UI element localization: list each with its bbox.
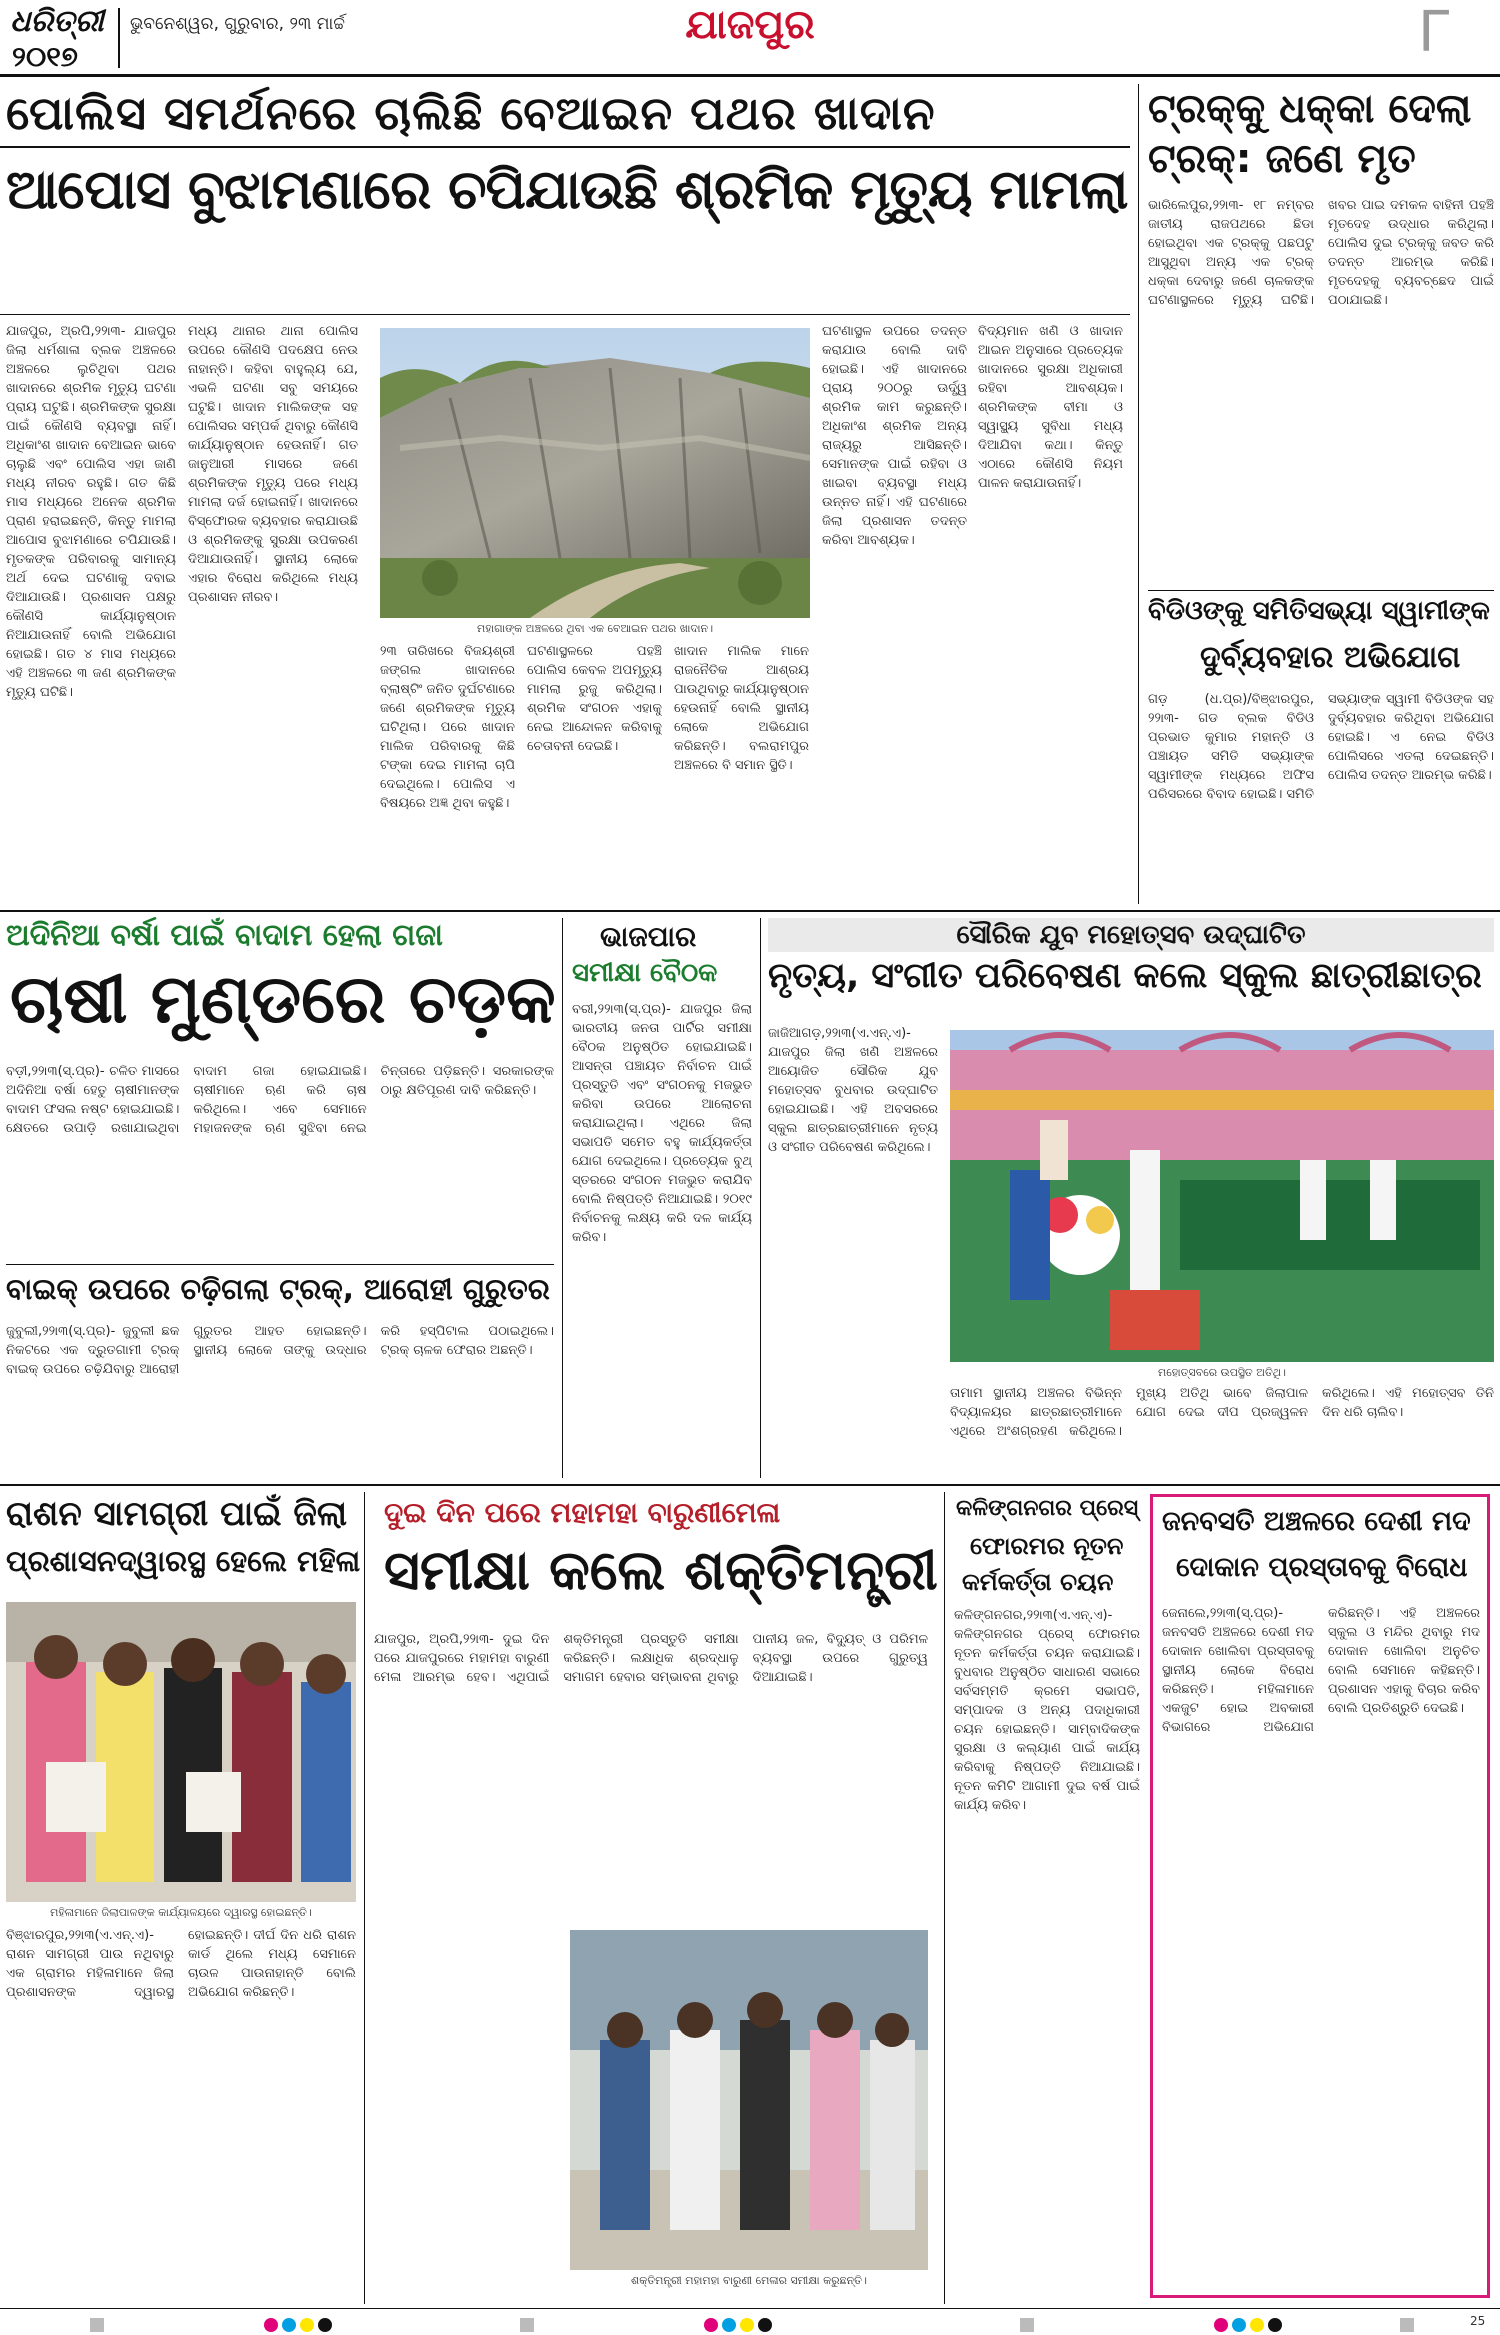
farmer-kicker: ଅଦିନିଆ ବର୍ଷା ପାଇଁ ବାଦାମ ହେଲା ଗଜା <box>6 918 443 953</box>
year: ୨୦୧୭ <box>12 40 78 73</box>
festival-kicker: ସୌରିକ ଯୁବ ମହୋତ୍ସବ ଉଦ୍‌ଘାଟିତ <box>956 920 1306 950</box>
dateline: ଭୁବନେଶ୍ୱର, ଗୁରୁବାର, ୨୩ ମାର୍ଚ୍ଚ <box>130 14 346 34</box>
bjp-story-body: ବରୀ,୨୨ା୩(ସ୍.ପ୍ର)- ଯାଜପୁର ଜିଲା ଭାରତୀୟ ଜନତା ପାର୍ଟିର ସମୀକ୍ଷା ବୈଠକ ଅନୁଷ୍ଠିତ ହୋଇଯାଇଛି। ଆସନ୍ତା ପଞ୍ଚାୟତ ନିର୍ବାଚନ ପାଇଁ ପ୍ରସ୍ତୁତି ଏବଂ ସଂଗଠନକୁ ମଜଭୁତ କରିବା ଉପରେ ଆଲୋଚନା କରାଯାଇଥିଲା। ଏଥିରେ ଜିଲା ସଭାପତି ସମେତ ବହୁ କାର୍ଯ୍ୟକର୍ତ୍ତା ଯୋଗ ଦେଇଥିଲେ। ପ୍ରତ୍ୟେକ ବୁଥ୍ ସ୍ତରରେ ସଂଗଠନ ମଜଭୁତ କରାଯିବ ବୋଲି ନିଷ୍ପତ୍ତି ନିଆଯାଇଛି। ୨୦୧୯ ନିର୍ବାଚନକୁ ଲକ୍ଷ୍ୟ କରି ଦଳ କାର୍ଯ୍ୟ କରିବ। <box>572 1002 752 1245</box>
bjp-headline-1: ଭାଜପାର <box>600 920 697 953</box>
festival-story-body: ଜାଜିଆଗଡ଼,୨୨ା୩(ଏ.ଏନ୍.ଏ)- ଯାଜପୁର ଜିଲା ଖଣି ଅଞ୍ଚଳରେ ଆୟୋଜିତ ସୌରିକ ଯୁବ ମହୋତ୍ସବ ବୁଧବାର ଉଦ୍‌ଘାଟିତ ହୋଇଯାଇଛି। ଏହି ଅବସରରେ ସ୍କୁଲ ଛାତ୍ରଛାତ୍ରୀମାନେ ନୃତ୍ୟ ଓ ସଂଗୀତ ପରିବେଷଣ କରିଥିଲେ। <box>768 1026 938 1155</box>
press-headline-2: ଫୋରମର ନୂତନ <box>970 1532 1124 1560</box>
festival-photo-caption: ମହୋତ୍ସବରେ ଉପସ୍ଥିତ ଅତିଥି। <box>1158 1366 1286 1379</box>
festival-kicker-band <box>768 918 1494 952</box>
truck-headline-1: ଟ୍ରକ୍‌କୁ ଧକ୍କା ଦେଲା <box>1148 86 1472 132</box>
lead-under-photo-2: ଘଟଣାସ୍ଥଳରେ ପହଞ୍ଚି ପୋଲିସ କେବଳ ଅପମୃତ୍ୟୁ ମାମଲା ରୁଜୁ କରିଥିଲା। ଶ୍ରମିକ ସଂଗଠନ ଏହାକୁ ନେଇ ଆନ୍ଦୋଳନ କରିବାକୁ ଚେତାବନୀ ଦେଇଛି। <box>527 644 662 754</box>
ration-photo-caption: ମହିଳାମାନେ ଜିଲାପାଳଙ୍କ କାର୍ଯ୍ୟାଳୟରେ ଦ୍ୱାରସ୍ଥ ହୋଇଛନ୍ତି। <box>50 1906 312 1919</box>
lead-column-4: ବିଦ୍ୟମାନ ଖଣି ଓ ଖାଦାନ ଆଇନ ଅନୁସାରେ ପ୍ରତ୍ୟେକ ଖାଦାନରେ ସୁରକ୍ଷା ଅଧିକାରୀ ରହିବା ଆବଶ୍ୟକ। ଶ୍ରମିକଙ୍କ ବୀମା ଓ ସ୍ୱାସ୍ଥ୍ୟ ସୁବିଧା ମଧ୍ୟ ଦିଆଯିବା କଥା। କିନ୍ତୁ ଏଠାରେ କୌଣସି ନିୟମ ପାଳନ କରାଯାଉନାହିଁ। <box>978 324 1123 491</box>
baruni-photo-caption: ଶକ୍ତିମନ୍ତ୍ରୀ ମହାମହା ବାରୁଣୀ ମେଳାର ସମୀକ୍ଷା କରୁଛନ୍ତି। <box>631 2274 867 2287</box>
bike-story-body: ଜୁବୁଲୀ,୨୨ା୩(ସ୍.ପ୍ର)- ଜୁବୁଲୀ ଛକ ନିକଟରେ ଏକ ଦ୍ରୁତଗାମୀ ଟ୍ରକ୍ ବାଇକ୍ ଉପରେ ଚଢ଼ିଯିବାରୁ ଆରୋହୀ ଗୁରୁତର ଆହତ ହୋଇଛନ୍ତି। ସ୍ଥାନୀୟ ଲୋକେ ତାଙ୍କୁ ଉଦ୍ଧାର କରି ହସ୍ପିଟାଲ ପଠାଇଥିଲେ। ଟ୍ରକ୍ ଚାଳକ ଫେରାର ଅଛନ୍ତି। <box>6 1324 554 1377</box>
bdo-headline-2: ଦୁର୍ବ୍ୟବହାର ଅଭିଯୋଗ <box>1200 640 1461 675</box>
lead-under-photo-1: ୨୩ ତାରିଖରେ ବିଜୟଶ୍ରୀ ଜଙ୍ଗଲ ଖାଦାନରେ ବ୍ଲାଷ୍ଟିଂ ଜନିତ ଦୁର୍ଘଟଣାରେ ଜଣେ ଶ୍ରମିକଙ୍କ ମୃତ୍ୟୁ ଘଟିଥିଲା। ପରେ ଖାଦାନ ମାଲିକ ପରିବାରକୁ କିଛି ଟଙ୍କା ଦେଇ ମାମଲା ଚାପି ଦେଇଥିଲେ। ପୋଲିସ ଏ ବିଷୟରେ ଅଜ୍ଞ ଥିବା କହୁଛି। <box>380 644 515 811</box>
press-story-body: କଳିଙ୍ଗନଗର,୨୨ା୩(ଏ.ଏନ୍.ଏ)- କଳିଙ୍ଗନଗର ପ୍ରେସ୍ ଫୋରମର ନୂତନ କର୍ମକର୍ତ୍ତା ଚୟନ କରାଯାଇଛି। ବୁଧବାର ଅନୁଷ୍ଠିତ ସାଧାରଣ ସଭାରେ ସର୍ବସମ୍ମତି କ୍ରମେ ସଭାପତି, ସମ୍ପାଦକ ଓ ଅନ୍ୟ ପଦାଧିକାରୀ ଚୟନ ହୋଇଛନ୍ତି। ସାମ୍ବାଦିକଙ୍କ ସୁରକ୍ଷା ଓ କଲ୍ୟାଣ ପାଇଁ କାର୍ଯ୍ୟ କରିବାକୁ ନିଷ୍ପତ୍ତି ନିଆଯାଇଛି। ନୂତନ କମିଟି ଆଗାମୀ ଦୁଇ ବର୍ଷ ପାଇଁ କାର୍ଯ୍ୟ କରିବ। <box>954 1608 1140 1813</box>
farmer-story-body: ବଡ଼ୀ,୨୨ା୩(ସ୍.ପ୍ର)- ଚଳିତ ମାସରେ ଅଦିନିଆ ବର୍ଷା ହେତୁ ଚାଷୀମାନଙ୍କ ବାଦାମ ଫସଲ ନଷ୍ଟ ହୋଇଯାଇଛି। କ୍ଷେତରେ ଉପାଡ଼ି ରଖାଯାଇଥିବା ବାଦାମ ଗଜା ହୋଇଯାଇଛି। ଚାଷୀମାନେ ଋଣ କରି ଚାଷ କରିଥିଲେ। ଏବେ ସେମାନେ ମହାଜନଙ୍କ ଋଣ ସୁଝିବା ନେଇ ଚିନ୍ତାରେ ପଡ଼ିଛନ୍ତି। ସରକାରଙ୍କ ଠାରୁ କ୍ଷତିପୂରଣ ଦାବି କରିଛନ୍ତି। <box>6 1064 554 1136</box>
corner-glyph: Γ <box>1418 0 1450 65</box>
lead-column-1: ଯାଜପୁର, ଅ୍ରପି,୨୨ା୩- ଯାଜପୁର ଜିଲା ଧର୍ମଶାଳା ବ୍ଲକ ଅଞ୍ଚଳରେ ଅଞ୍ଚଳରେ ଲୁଚିଥିବା ପଥର ଖାଦାନରେ ଶ୍ରମିକ ମୃତ୍ୟୁ ଘଟଣା ପ୍ରାୟ ଘଟୁଛି। ଶ୍ରମିକଙ୍କ ସୁରକ୍ଷା ପାଇଁ କୌଣସି ବ୍ୟବସ୍ଥା ନାହିଁ। ଅଧିକାଂଶ ଖାଦାନ ବେଆଇନ ଭାବେ ଚାଲୁଛି ଏବଂ ପୋଲିସ ଏହା ଜାଣି ମଧ୍ୟ ନୀରବ ରହୁଛି। ଗତ କିଛି ମାସ ମଧ୍ୟରେ ଅନେକ ଶ୍ରମିକ ପ୍ରାଣ ହରାଇଛନ୍ତି, କିନ୍ତୁ ମାମଲା ଆପୋସ ବୁଝାମଣାରେ ଚପିଯାଉଛି। ମୃତକଙ୍କ ପରିବାରକୁ ସାମାନ୍ୟ ଅର୍ଥ ଦେଇ ଘଟଣାକୁ ଦବାଇ ଦିଆଯାଉଛି। ପ୍ରଶାସନ ପକ୍ଷରୁ କୌଣସି କାର୍ଯ୍ୟାନୁଷ୍ଠାନ ନିଆଯାଉନାହିଁ ବୋଲି ଅଭିଯୋଗ ହୋଇଛି। ଗତ ୪ ମାସ ମଧ୍ୟରେ ଏହି ଅଞ୍ଚଳରେ ୩ ଜଣ ଶ୍ରମିକଙ୍କ ମୃତ୍ୟୁ ଘଟିଛି। <box>6 324 176 700</box>
quarry-photo <box>380 328 810 618</box>
press-headline-3: କର୍ମକର୍ତ୍ତା ଚୟନ <box>962 1568 1114 1596</box>
bdo-headline-1: ବିଡିଓଙ୍କୁ ସମିତିସଭ୍ୟା ସ୍ୱାମୀଙ୍କ <box>1148 596 1490 626</box>
ration-story-body: ବିଞ୍ଝାରପୁର,୨୨ା୩(ଏ.ଏନ୍.ଏ)- ରାଶନ ସାମଗ୍ରୀ ପାଉ ନଥିବାରୁ ଏକ ଗ୍ରାମର ମହିଳାମାନେ ଜିଲା ପ୍ରଶାସନଙ୍କ ଦ୍ୱାରସ୍ଥ ହୋଇଛନ୍ତି। ଦୀର୍ଘ ଦିନ ଧରି ରାଶନ କାର୍ଡ ଥିଲେ ମଧ୍ୟ ସେମାନେ ଚାଉଳ ପାଉନାହାନ୍ତି ବୋଲି ଅଭିଯୋଗ କରିଛନ୍ତି। <box>6 1928 356 2000</box>
liquor-story-body: ଜେନାଲେ,୨୨ା୩(ସ୍.ପ୍ର)- ଜନବସତି ଅଞ୍ଚଳରେ ଦେଶୀ ମଦ ଦୋକାନ ଖୋଲିବା ପ୍ରସ୍ତାବକୁ ସ୍ଥାନୀୟ ଲୋକେ ବିରୋଧ କରିଛନ୍ତି। ମହିଳାମାନେ ଏକଜୁଟ ହୋଇ ଅବକାରୀ ବିଭାଗରେ ଅଭିଯୋଗ କରିଛନ୍ତି। ଏହି ଅଞ୍ଚଳରେ ସ୍କୁଲ ଓ ମନ୍ଦିର ଥିବାରୁ ମଦ ଦୋକାନ ଖୋଲିବା ଅନୁଚିତ ବୋଲି ସେମାନେ କହିଛନ୍ତି। ପ୍ରଶାସନ ଏହାକୁ ବିଚାର କରିବ ବୋଲି ପ୍ରତିଶ୍ରୁତି ଦେଇଛି। <box>1162 1606 1480 1735</box>
truck-headline-2: ଟ୍ରକ୍: ଜଣେ ମୃତ <box>1148 136 1416 182</box>
section-title: ଯାଜପୁର <box>685 2 815 48</box>
page-number: 25 <box>1470 2314 1486 2328</box>
lead-headline: ଆପୋସ ବୁଝାମଣାରେ ଚପିଯାଉଛି ଶ୍ରମିକ ମୃତ୍ୟୁ ମାମଲା <box>6 158 1128 221</box>
ration-headline-2: ପ୍ରଶାସନଦ୍ୱାରସ୍ଥ ହେଲେ ମହିଳା <box>6 1544 361 1578</box>
lead-under-photo-3: ଖାଦାନ ମାଲିକ ମାନେ ରାଜନୈତିକ ଆଶ୍ରୟ ପାଉଥିବାରୁ କାର୍ଯ୍ୟାନୁଷ୍ଠାନ ହେଉନାହିଁ ବୋଲି ସ୍ଥାନୀୟ ଲୋକେ ଅଭିଯୋଗ କରିଛନ୍ତି। ବଲରାମପୁର ଅଞ୍ଚଳରେ ବି ସମାନ ସ୍ଥିତି। <box>674 644 809 773</box>
truck-story-body: ଭାରିଲେପୁର,୨୨ା୩- ୧୮ ନମ୍ବର ଜାତୀୟ ରାଜପଥରେ ଛିଡା ହୋଇଥିବା ଏକ ଟ୍ରକ୍‌କୁ ପଛପଟୁ ଆସୁଥିବା ଅନ୍ୟ ଏକ ଟ୍ରକ୍ ଧକ୍କା ଦେବାରୁ ଜଣେ ଚାଳକଙ୍କ ଘଟଣାସ୍ଥଳରେ ମୃତ୍ୟୁ ଘଟିଛି। ଖବର ପାଇ ଦମକଳ ବାହିନୀ ପହଞ୍ଚି ମୃତଦେହ ଉଦ୍ଧାର କରିଥିଲା। ପୋଲିସ ଦୁଇ ଟ୍ରକ୍‌କୁ ଜବତ କରି ତଦନ୍ତ ଆରମ୍ଭ କରିଛି। ମୃତଦେହକୁ ବ୍ୟବଚ୍ଛେଦ ପାଇଁ ପଠାଯାଇଛି। <box>1148 198 1494 308</box>
lead-column-3: ଘଟଣାସ୍ଥଳ ଉପରେ ତଦନ୍ତ କରାଯାଉ ବୋଲି ଦାବି ହୋଇଛି। ଏହି ଖାଦାନରେ ପ୍ରାୟ ୨୦୦ରୁ ଊର୍ଦ୍ଧ୍ୱ ଶ୍ରମିକ କାମ କରୁଛନ୍ତି। ଅଧିକାଂଶ ଶ୍ରମିକ ଅନ୍ୟ ରାଜ୍ୟରୁ ଆସିଛନ୍ତି। ସେମାନଙ୍କ ପାଇଁ ରହିବା ଓ ଖାଇବା ବ୍ୟବସ୍ଥା ମଧ୍ୟ ଉନ୍ନତ ନାହିଁ। ଏହି ଘଟଣାରେ ଜିଲା ପ୍ରଶାସନ ତଦନ୍ତ କରିବା ଆବଶ୍ୟକ। <box>822 324 967 548</box>
festival-headline: ନୃତ୍ୟ, ସଂଗୀତ ପରିବେଷଣ କଲେ ସ୍କୁଲ ଛାତ୍ରୀଛାତ୍ର <box>768 956 1482 996</box>
lead-column-2: ମଧ୍ୟ ଥାନାର ଥାନା ପୋଲିସ ଉପରେ କୌଣସି ପଦକ୍ଷେପ ନେଉ ନାହାନ୍ତି। କହିବା ବାହୁଲ୍ୟ ଯେ, ଏଭଳି ଘଟଣା ସବୁ ସମୟରେ ଘଟୁଛି। ଖାଦାନ ମାଲିକଙ୍କ ସହ ପୋଲିସର ସମ୍ପର୍କ ଥିବାରୁ କୌଣସି କାର୍ଯ୍ୟାନୁଷ୍ଠାନ ହେଉନାହିଁ। ଗତ ଜାନୁଆରୀ ମାସରେ ଜଣେ ଶ୍ରମିକଙ୍କ ମୃତ୍ୟୁ ପରେ ମଧ୍ୟ ମାମଲା ଦର୍ଜ ହୋଇନାହିଁ। ଖାଦାନରେ ବିସ୍ଫୋରକ ବ୍ୟବହାର କରାଯାଉଛି ଓ ଶ୍ରମିକଙ୍କୁ ସୁରକ୍ଷା ଉପକରଣ ଦିଆଯାଉନାହିଁ। ସ୍ଥାନୀୟ ଲୋକେ ଏହାର ବିରୋଧ କରିଥିଲେ ମଧ୍ୟ ପ୍ରଶାସନ ନୀରବ। <box>188 324 358 605</box>
liquor-headline-2: ଦୋକାନ ପ୍ରସ୍ତାବକୁ ବିରୋଧ <box>1176 1552 1468 1583</box>
baruni-kicker: ଦୁଇ ଦିନ ପରେ ମହାମହା ବାରୁଣୀମେଳା <box>384 1496 781 1529</box>
press-headline-1: କଳିଙ୍ଗନଗର ପ୍ରେସ୍ <box>956 1496 1139 1521</box>
festival-story-body-2: ତାମାମ ସ୍ଥାନୀୟ ଅଞ୍ଚଳର ବିଭିନ୍ନ ବିଦ୍ୟାଳୟର ଛାତ୍ରଛାତ୍ରୀମାନେ ଏଥିରେ ଅଂଶଗ୍ରହଣ କରିଥିଲେ। ମୁଖ୍ୟ ଅତିଥି ଭାବେ ଜିଲାପାଳ ଯୋଗ ଦେଇ ଦୀପ ପ୍ରଜ୍ୱଳନ କରିଥିଲେ। ଏହି ମହୋତ୍ସବ ତିନି ଦିନ ଧରି ଚାଲିବ। <box>950 1386 1494 1439</box>
masthead <box>0 0 1500 74</box>
ration-headline-1: ରାଶନ ସାମଗ୍ରୀ ପାଇଁ ଜିଲା <box>6 1494 348 1534</box>
bdo-story-body: ଗଡ଼ (ଧ.ପ୍ର)/ବିଞ୍ଝାରପୁର, ୨୨ା୩- ଗଡ ବ୍ଲକ ବିଡିଓ ପ୍ରଭାତ କୁମାର ମହାନ୍ତି ଓ ପଞ୍ଚାୟତ ସମିତି ସଭ୍ୟାଙ୍କ ସ୍ୱାମୀଙ୍କ ମଧ୍ୟରେ ଅଫିସ ପରିସରରେ ବିବାଦ ହୋଇଛି। ସମିତି ସଭ୍ୟାଙ୍କ ସ୍ୱାମୀ ବିଡିଓଙ୍କ ସହ ଦୁର୍ବ୍ୟବହାର କରିଥିବା ଅଭିଯୋଗ ହୋଇଛି। ଏ ନେଇ ବିଡିଓ ପୋଲିସରେ ଏତଲା ଦେଇଛନ୍ତି। ପୋଲିସ ତଦନ୍ତ ଆରମ୍ଭ କରିଛି। <box>1148 692 1494 802</box>
quarry-photo-caption: ମହାଗାଙ୍କ ଅଞ୍ଚଳରେ ଥିବା ଏକ ବେଆଇନ ପଥର ଖାଦାନ। <box>476 622 714 635</box>
baruni-story-body: ଯାଜପୁର, ଅ୍ରପି,୨୨ା୩- ଦୁଇ ଦିନ ପରେ ଯାଜପୁରରେ ମହାମହା ବାରୁଣୀ ମେଳା ଆରମ୍ଭ ହେବ। ଏଥିପାଇଁ ଶକ୍ତିମନ୍ତ୍ରୀ ପ୍ରସ୍ତୁତି ସମୀକ୍ଷା କରିଛନ୍ତି। ଲକ୍ଷାଧିକ ଶ୍ରଦ୍ଧାଳୁ ସମାଗମ ହେବାର ସମ୍ଭାବନା ଥିବାରୁ ପାନୀୟ ଜଳ, ବିଦ୍ୟୁତ୍ ଓ ପରିମଳ ବ୍ୟବସ୍ଥା ଉପରେ ଗୁରୁତ୍ୱ ଦିଆଯାଇଛି। <box>374 1632 928 1685</box>
lead-kicker: ପୋଲିସ ସମର୍ଥନରେ ଚାଲିଛି ବେଆଇନ ପଥର ଖାଦାନ <box>6 86 936 140</box>
liquor-headline-1: ଜନବସତି ଅଞ୍ଚଳରେ ଦେଶୀ ମଦ <box>1162 1506 1471 1537</box>
print-registration-marks <box>0 2312 1500 2334</box>
logo: ଧରିତ୍ରୀ <box>10 4 104 39</box>
festival-photo <box>950 1030 1494 1362</box>
ration-photo <box>6 1602 356 1902</box>
baruni-photo <box>570 1930 928 2270</box>
farmer-headline: ଚାଷୀ ମୁଣ୍ଡରେ ଚଡ଼କ <box>10 960 556 1038</box>
baruni-headline: ସମୀକ୍ଷା କଲେ ଶକ୍ତିମନ୍ତ୍ରୀ <box>384 1538 938 1602</box>
bjp-headline-2: ସମୀକ୍ଷା ବୈଠକ <box>572 958 718 988</box>
bike-headline: ବାଇକ୍ ଉପରେ ଚଢ଼ିଗଲା ଟ୍ରକ୍, ଆରୋହୀ ଗୁରୁତର <box>6 1272 550 1306</box>
